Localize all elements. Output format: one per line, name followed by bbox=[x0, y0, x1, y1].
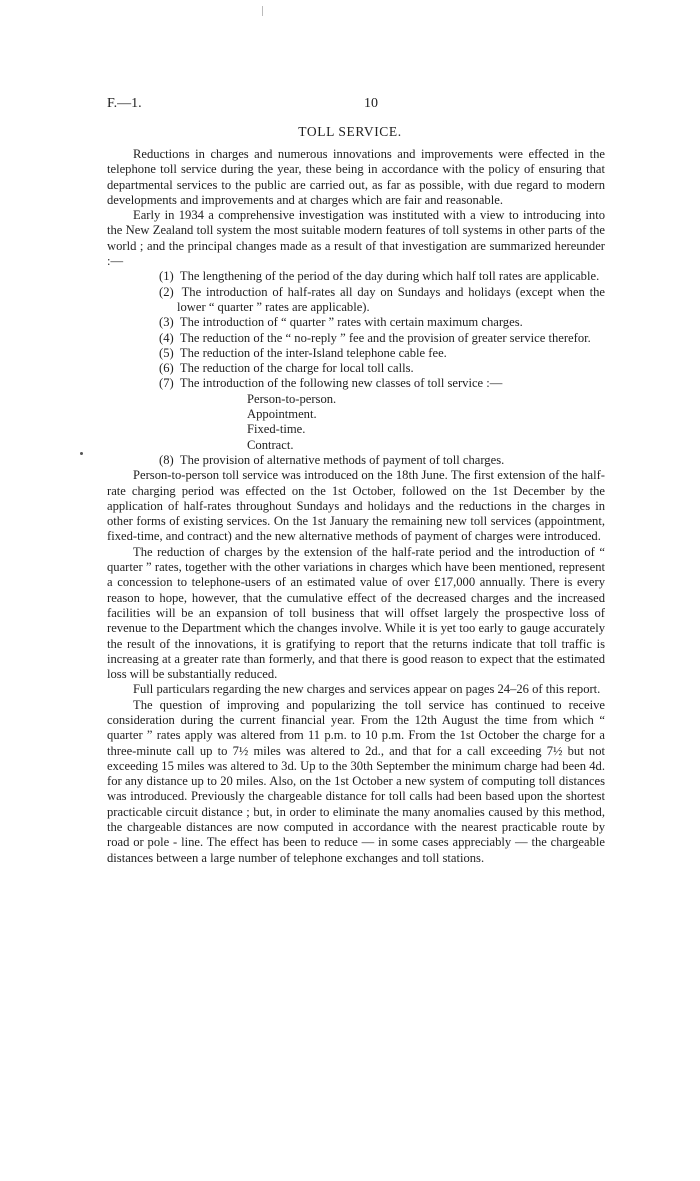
report-reference: F.—1. bbox=[107, 96, 142, 111]
body-paragraph: Person-to-person toll service was introduced on the 18th June. The first extension of the half-rate charging period was effected on the 1st October, followed on the 1st December by the application of half-rates throughout Sundays and holidays and the reductions in the charges in other forms of existing services. On the 1st January the remaining new toll services (appointment, fixed-time, and contract) and the new alternative methods of payment of charges were introduced. bbox=[107, 468, 605, 544]
body-paragraph: The reduction of charges by the extension of the half-rate period and the introduction of “ quarter ” rates, together with the other variations in charges which have been mentioned, represent a concession to telephone-users of an estimated value of over £17,000 annually. There is every reason to hope, however, that the cumulative effect of the decreased charges and the increased facilities will be an expansion of toll business that will offset largely the prospective loss of revenue to the Department which the changes involve. While it is yet too early to gauge accurately the result of the innovations, it is gratifying to report that the returns indicate that toll traffic is increasing at a greater rate than formerly, and that there is good reason to expect that the estimated loss will be substantially reduced. bbox=[107, 544, 605, 682]
change-item bbox=[159, 269, 605, 284]
body-paragraph: Full particulars regarding the new charges and services appear on pages 24–26 of this report. bbox=[133, 682, 601, 697]
item-text: The introduction of the following new classes of toll service :— bbox=[179, 376, 503, 391]
section-title: TOLL SERVICE. bbox=[298, 124, 402, 139]
item-number: (4) bbox=[159, 330, 174, 345]
changes-list bbox=[159, 269, 605, 468]
section-body bbox=[107, 147, 605, 866]
change-item bbox=[159, 346, 605, 361]
toll-class-item: Contract. bbox=[247, 437, 294, 452]
item-text: The provision of alternative methods of payment of toll charges. bbox=[179, 452, 505, 467]
toll-class-item: Person-to-person. bbox=[247, 391, 337, 406]
item-number: (5) bbox=[159, 345, 174, 360]
scan-mark bbox=[262, 6, 263, 16]
item-number: (1) bbox=[159, 269, 174, 284]
scan-speck bbox=[80, 452, 83, 455]
change-item bbox=[159, 285, 605, 316]
change-item bbox=[159, 331, 605, 346]
item-text: The reduction of the charge for local toll calls. bbox=[179, 361, 414, 376]
item-text: The reduction of the inter-Island telephone cable fee. bbox=[179, 345, 447, 360]
item-number: (8) bbox=[159, 452, 174, 467]
item-number: (6) bbox=[159, 361, 174, 376]
body-paragraph: The question of improving and popularizing the toll service has continued to receive consideration during the current financial year. From the 12th August the time from which “ quarter ” rates apply was altered from 11 p.m. to 10 p.m. From the 1st October the charge for a three-minute call up to 7½ miles was altered to 2d., and that for a call exceeding 7½ but not exceeding 15 miles was altered to 3d. Up to the 30th September the minimum charge had been 4d. for any distance up to 20 miles. Also, on the 1st October a new system of computing toll distances was introduced. Previously the chargeable distance for toll calls had been based upon the shortest practicable circuit distance ; but, in order to eliminate the many anomalies caused by this method, the chargeable distances are now computed in accordance with the nearest practicable route by road or pole - line. The effect has been to reduce — in some cases appreciably — the chargeable distances between a large number of telephone exchanges and toll stations. bbox=[107, 697, 605, 865]
page-number: 10 bbox=[364, 96, 378, 111]
item-number: (3) bbox=[159, 315, 174, 330]
change-item bbox=[159, 361, 605, 376]
item-number: (7) bbox=[159, 376, 174, 391]
toll-classes-list bbox=[247, 392, 605, 453]
change-item bbox=[159, 453, 605, 468]
item-number: (2) bbox=[159, 284, 174, 299]
change-item bbox=[159, 376, 605, 452]
item-text: The reduction of the “ no-reply ” fee and the provision of greater service therefor. bbox=[179, 330, 591, 345]
toll-class-item: Appointment. bbox=[247, 407, 317, 422]
toll-class-item: Fixed-time. bbox=[247, 422, 306, 437]
item-text: The introduction of half-rates all day on Sundays and holidays (except when the lower “ quarter ” rates are applicable). bbox=[177, 284, 605, 314]
item-text: The introduction of “ quarter ” rates with certain maximum charges. bbox=[179, 315, 523, 330]
item-text: The lengthening of the period of the day during which half toll rates are applicable. bbox=[179, 269, 600, 284]
intro-paragraph: Reductions in charges and numerous innovations and improvements were effected in the telephone toll service during the year, these being in accordance with the policy of ensuring that departmental services to the public are carried out, as far as possible, with due regard to modern developments and improvements and at charges which are fair and reasonable. bbox=[107, 147, 605, 207]
intro-paragraph: Early in 1934 a comprehensive investigation was instituted with a view to introducing into the New Zealand toll system the most suitable modern features of toll systems in other parts of the world ; and the principal changes made as a result of that investigation are summarized hereunder :— bbox=[107, 208, 605, 269]
change-item bbox=[159, 315, 605, 330]
